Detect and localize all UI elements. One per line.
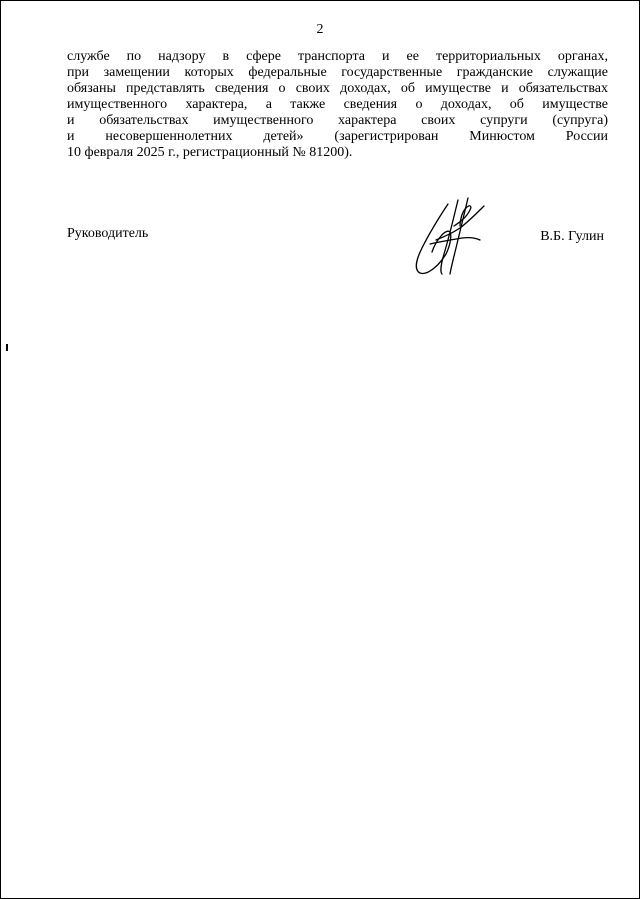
body-line: 10 февраля 2025 г., регистрационный № 81200). (67, 145, 353, 160)
body-line: имущественного характера, а также сведения о доходах, об имуществе (67, 97, 608, 112)
body-line: и обязательствах имущественного характера своих супруги (супруга) (67, 113, 608, 128)
body-line: при замещении которых федеральные государственные гражданские служащие (67, 65, 608, 80)
handwritten-signature (410, 196, 494, 280)
body-line: службе по надзору в сфере транспорта и ее территориальных органах, (67, 49, 608, 64)
signer-position: Руководитель (67, 226, 149, 241)
body-paragraph (67, 49, 608, 161)
body-line: обязаны представлять сведения о своих доходах, об имуществе и обязательствах (67, 81, 608, 96)
scan-artifact (6, 344, 8, 351)
signer-name: В.Б. Гулин (540, 229, 604, 244)
body-line: и несовершеннолетних детей» (зарегистрирован Минюстом России (67, 129, 608, 144)
page-number: 2 (316, 22, 324, 37)
